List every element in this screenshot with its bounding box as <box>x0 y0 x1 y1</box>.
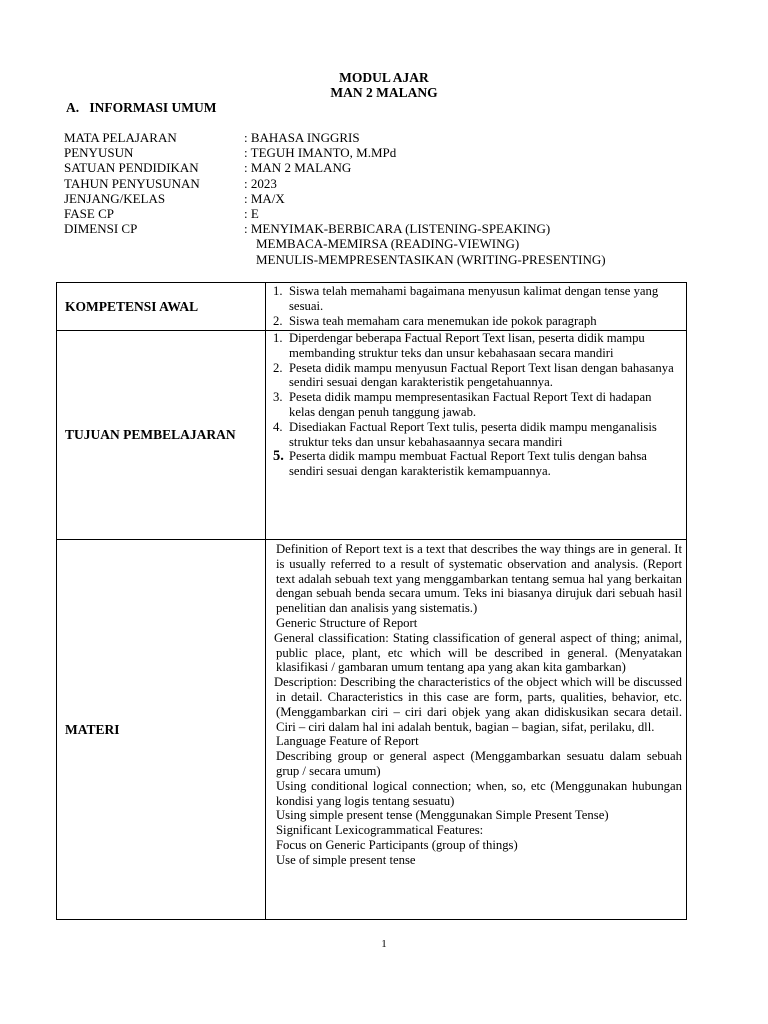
table-row-tujuan <box>57 331 686 540</box>
info-row <box>64 191 606 206</box>
info-value: : MENYIMAK-BERBICARA (LISTENING-SPEAKING) <box>244 221 551 237</box>
section-number: A. <box>66 100 80 115</box>
item-text: Disediakan Factual Report Text tulis, peserta didik mampu menganalisis struktur teks dan unsur kebahasaannya secara mandiri <box>289 419 657 449</box>
info-row <box>64 221 606 236</box>
row-content-cell <box>267 331 686 539</box>
row-label: MATERI <box>65 721 120 737</box>
row-label: KOMPETENSI AWAL <box>65 298 199 314</box>
info-label: DIMENSI CP <box>64 221 138 237</box>
page-number: 1 <box>381 938 387 950</box>
list-item <box>267 314 686 329</box>
info-value: : MAN 2 MALANG <box>244 160 352 176</box>
kompetensi-list <box>267 284 686 328</box>
list-item <box>267 361 686 391</box>
info-value: : E <box>244 206 259 222</box>
materi-paragraph: Using conditional logical connection; when, so, etc (Menggunakan hubungan kondisi yang logis tentang sesuatu) <box>276 778 682 808</box>
item-text: Diperdengar beberapa Factual Report Text lisan, peserta didik mampu membanding struktur teks dan unsur kebahasaan secara mandiri <box>289 331 645 360</box>
info-value: : TEGUH IMANTO, M.MPd <box>244 145 397 161</box>
materi-paragraph: Using simple present tense (Menggunakan Simple Present Tense) <box>276 808 609 823</box>
row-content-cell <box>267 540 686 919</box>
section-title: INFORMASI UMUM <box>89 100 217 115</box>
materi-heading: Generic Structure of Report <box>276 615 418 630</box>
list-item <box>267 331 686 361</box>
info-row <box>64 206 606 221</box>
info-label: TAHUN PENYUSUNAN <box>64 175 200 191</box>
row-label-cell <box>57 540 266 919</box>
info-label: SATUAN PENDIDIKAN <box>64 160 199 176</box>
section-heading <box>66 100 217 116</box>
item-number: 2. <box>273 313 283 328</box>
info-row <box>64 130 606 145</box>
item-number: 2. <box>273 360 283 375</box>
info-label: JENJANG/KELAS <box>64 190 166 206</box>
dimensi-continuation: MEMBACA-MEMIRSA (READING-VIEWING) <box>256 236 520 252</box>
module-table <box>56 282 687 920</box>
materi-paragraph: Focus on Generic Participants (group of things) <box>276 837 518 852</box>
info-block <box>64 130 606 267</box>
materi-paragraph: Significant Lexicogrammatical Features: <box>276 823 484 838</box>
dimensi-continuation: MENULIS-MEMPRESENTASIKAN (WRITING-PRESENTING) <box>256 251 606 267</box>
info-label: PENYUSUN <box>64 145 134 161</box>
info-value: : MA/X <box>244 190 285 206</box>
list-item <box>267 284 686 314</box>
info-label: MATA PELAJARAN <box>64 130 177 145</box>
materi-paragraph: Describing group or general aspect (Menggambarkan sesuatu dalam sebuah grup / secara umum) <box>276 749 682 778</box>
item-text: Peserta didik mampu membuat Factual Report Text tulis dengan bahsa sendiri sesuai dengan karakteristik kemampuannya. <box>289 449 647 479</box>
materi-heading: Language Feature of Report <box>276 734 419 749</box>
document-title: MODUL AJAR <box>339 70 429 85</box>
info-value: : BAHASA INGGRIS <box>244 130 360 145</box>
list-item <box>267 420 686 450</box>
item-text: Siswa teah memaham cara menemukan ide pokok paragraph <box>289 313 597 328</box>
info-row <box>64 176 606 191</box>
materi-paragraph: Use of simple present tense <box>276 852 416 867</box>
info-row <box>64 145 606 160</box>
info-value: : 2023 <box>244 175 277 191</box>
item-number: 4. <box>273 419 283 434</box>
item-text: Peseta didik mampu mempresentasikan Factual Report Text di hadapan kelas dengan penuh tanggung jawab. <box>289 390 652 419</box>
materi-paragraph: Definition of Report text is a text that describes the way things are in general. It is usually referred to a result of systematic observation and analysis. (Report text adalah sebuah text yang menggambarkan tentang semua hal yang berkaitan dengan sebuah benda secara umum. Teks ini biasanya dirujuk dari sebuah hasil penelitian dan analisis yang sistematis.) <box>276 542 682 616</box>
row-label: TUJUAN PEMBELAJARAN <box>65 427 236 442</box>
row-label-cell <box>57 283 266 330</box>
list-item <box>267 390 686 420</box>
info-label: FASE CP <box>64 206 114 222</box>
item-text: Peseta didik mampu menyusun Factual Report Text lisan dengan bahasanya sendiri sesuai dengan karakteristik pengetahuannya. <box>289 360 674 390</box>
row-label-cell <box>57 331 266 539</box>
info-row <box>64 160 606 175</box>
item-number: 1. <box>273 331 283 345</box>
row-content-cell <box>267 283 686 330</box>
list-item <box>267 449 686 479</box>
materi-paragraph: General classification: Stating classification of general aspect of thing; animal, public place, plant, etc which will be described in general. (Menyatakan klasifikasi / gambaran umum tentang apa yang akan kita gambarkan) <box>274 630 682 675</box>
materi-paragraph: Description: Describing the characteristics of the object which will be discussed in detail. Characteristics in this case are form, parts, qualities, behavior, etc. (Menggambarkan ciri – ciri dari objek yang akan didiskusikan secara detail. Ciri – ciri dalam hal ini adalah bentuk, bagian – bagian, sifat, perilaku, dll. <box>274 675 682 734</box>
item-number: 5. <box>273 448 284 465</box>
tujuan-list <box>267 331 686 479</box>
table-row-kompetensi <box>57 283 686 331</box>
item-number: 1. <box>273 284 283 298</box>
item-number: 3. <box>273 390 283 405</box>
item-text: Siswa telah memahami bagaimana menyusun kalimat dengan tense yang sesuai. <box>289 284 659 313</box>
school-name: MAN 2 MALANG <box>330 85 438 100</box>
table-row-materi <box>57 540 686 919</box>
